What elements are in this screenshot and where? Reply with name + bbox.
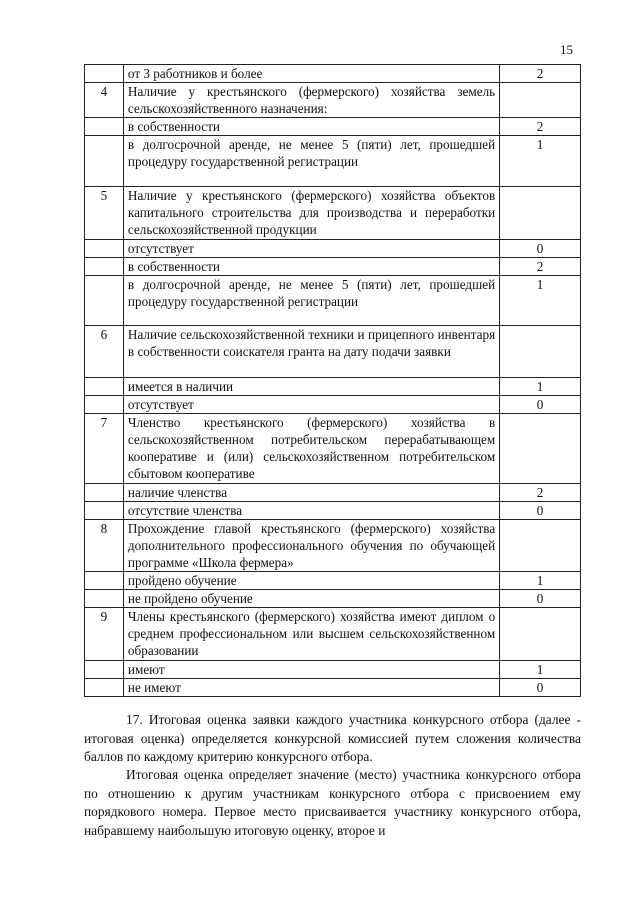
option-row [85, 590, 581, 608]
score-cell: 0 [500, 502, 581, 520]
score-cell: 1 [500, 661, 581, 679]
option-text: в долгосрочной аренде, не менее 5 (пяти) лет, прошедшей процедуру государственной регистрации [123, 136, 499, 187]
option-text: в собственности [123, 258, 499, 276]
criterion-number [85, 502, 124, 520]
option-row [85, 65, 581, 83]
criterion-row [85, 83, 581, 118]
criterion-number [85, 136, 124, 187]
option-row [85, 258, 581, 276]
option-text: отсутствует [123, 240, 499, 258]
criterion-row [85, 326, 581, 378]
option-text: от 3 работников и более [123, 65, 499, 83]
option-text: наличие членства [123, 484, 499, 502]
score-cell: 0 [500, 590, 581, 608]
paragraph-final-score [84, 766, 581, 840]
option-row [85, 661, 581, 679]
option-row [85, 502, 581, 520]
score-cell: 2 [500, 118, 581, 136]
page-number: 15 [560, 42, 573, 57]
option-row [85, 240, 581, 258]
criterion-text: Наличие у крестьянского (фермерского) хозяйства земель сельскохозяйственного назначения: [123, 83, 499, 118]
criterion-number: 7 [85, 414, 124, 484]
criterion-text: Прохождение главой крестьянского (фермерского) хозяйства дополнительного профессионального обучения по обучающей программе «Школа фермера» [123, 520, 499, 572]
criterion-number: 9 [85, 608, 124, 661]
paragraph-17 [84, 711, 581, 767]
criterion-text: Наличие у крестьянского (фермерского) хозяйства объектов капитального строительства для производства и переработки сельскохозяйственной продукции [123, 187, 499, 240]
criterion-text: Членство крестьянского (фермерского) хозяйства в сельскохозяйственном потребительском перерабатывающем кооперативе и (или) сельскохозяйственном потребительском сбытовом кооперативе [123, 414, 499, 484]
option-text: в долгосрочной аренде, не менее 5 (пяти) лет, прошедшей процедуру государственной регистрации [123, 276, 499, 326]
option-row [85, 378, 581, 396]
option-row [85, 136, 581, 187]
paragraph-17-text: 17. Итоговая оценка заявки каждого участника конкурсного отбора (далее - итоговая оценка) определяется конкурсной комиссией путем сложения количества баллов по каждому критерию конкурсного отбора. [84, 712, 581, 764]
criterion-row [85, 414, 581, 484]
score-cell [500, 608, 581, 661]
criterion-number [85, 484, 124, 502]
score-cell: 0 [500, 679, 581, 697]
criterion-text: Члены крестьянского (фермерского) хозяйства имеют диплом о среднем профессиональном или высшем сельскохозяйственном образовании [123, 608, 499, 661]
criterion-number [85, 65, 124, 83]
criterion-row [85, 187, 581, 240]
option-text: имеют [123, 661, 499, 679]
score-cell: 1 [500, 276, 581, 326]
option-text: пройдено обучение [123, 572, 499, 590]
option-row [85, 396, 581, 414]
criterion-number: 4 [85, 83, 124, 118]
option-row [85, 679, 581, 697]
score-cell: 2 [500, 258, 581, 276]
score-cell: 2 [500, 484, 581, 502]
criterion-number [85, 258, 124, 276]
paragraph-final-score-text: Итоговая оценка определяет значение (место) участника конкурсного отбора по отношению к другим участникам конкурсного отбора с присвоением ему порядкового номера. Первое место присваивается участнику конкурсного отбора, набравшему наибольшую итоговую оценку, второе и [84, 767, 581, 838]
criterion-text: Наличие сельскохозяйственной техники и прицепного инвентаря в собственности соискателя гранта на дату подачи заявки [123, 326, 499, 378]
criterion-number: 5 [85, 187, 124, 240]
score-cell [500, 83, 581, 118]
criterion-number [85, 240, 124, 258]
option-text: отсутствует [123, 396, 499, 414]
option-row [85, 572, 581, 590]
option-text: не имеют [123, 679, 499, 697]
option-text: не пройдено обучение [123, 590, 499, 608]
option-row [85, 276, 581, 326]
criterion-number [85, 590, 124, 608]
criterion-row [85, 608, 581, 661]
criteria-table-body [85, 65, 581, 697]
score-cell: 1 [500, 378, 581, 396]
criteria-table [84, 64, 581, 697]
criterion-row [85, 520, 581, 572]
criterion-number [85, 661, 124, 679]
criterion-number [85, 679, 124, 697]
option-text: отсутствие членства [123, 502, 499, 520]
score-cell [500, 187, 581, 240]
criterion-number [85, 396, 124, 414]
criterion-number [85, 378, 124, 396]
score-cell: 2 [500, 65, 581, 83]
criterion-number: 6 [85, 326, 124, 378]
score-cell [500, 520, 581, 572]
criterion-number [85, 276, 124, 326]
score-cell [500, 326, 581, 378]
criterion-number [85, 118, 124, 136]
score-cell: 1 [500, 136, 581, 187]
option-row [85, 118, 581, 136]
criterion-number [85, 572, 124, 590]
score-cell [500, 414, 581, 484]
option-row [85, 484, 581, 502]
option-text: в собственности [123, 118, 499, 136]
option-text: имеется в наличии [123, 378, 499, 396]
score-cell: 0 [500, 240, 581, 258]
score-cell: 0 [500, 396, 581, 414]
criterion-number: 8 [85, 520, 124, 572]
score-cell: 1 [500, 572, 581, 590]
